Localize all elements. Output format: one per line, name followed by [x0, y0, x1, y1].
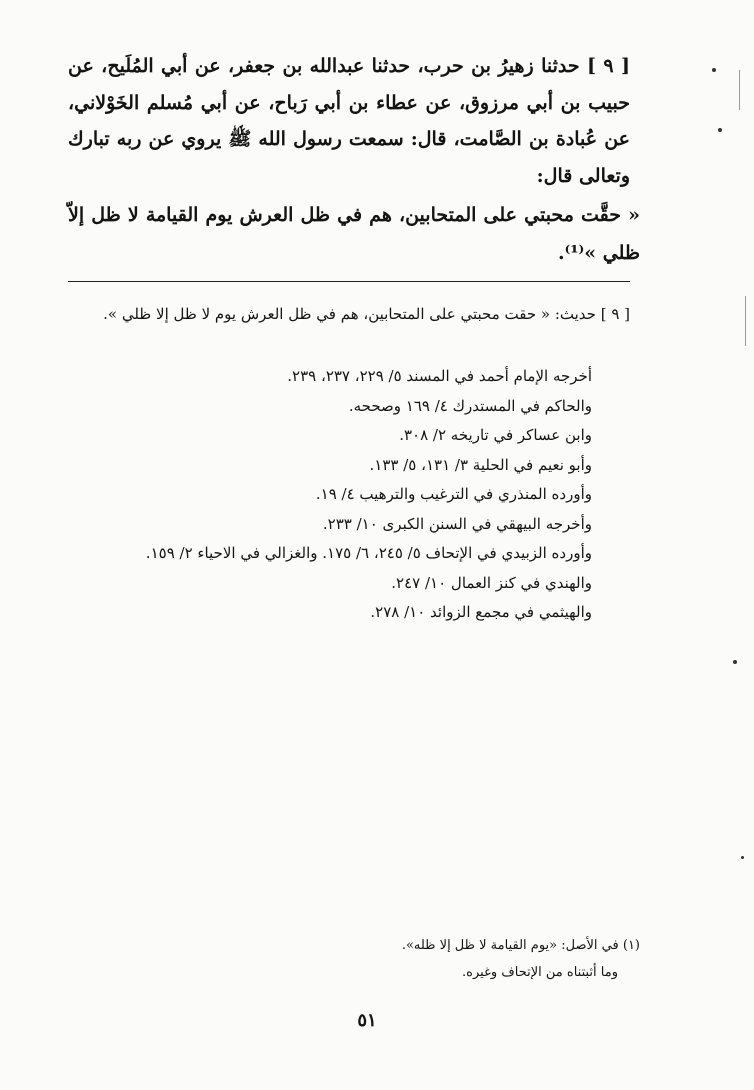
footnote-line: وما أثبتناه من الإتحاف وغيره.: [462, 965, 618, 980]
scan-speck: [733, 660, 737, 664]
footnote-line: (١) في الأصل: «يوم القيامة لا ظل إلا ظله».: [401, 938, 640, 953]
scan-edge-line: [739, 70, 740, 110]
reference-line: وأبو نعيم في الحلية ٣/ ١٣١، ٥/ ١٣٣.: [369, 455, 592, 474]
reference-line: والهندي في كنز العمال ١٠/ ٢٤٧.: [391, 573, 592, 592]
scan-speck: [712, 68, 716, 72]
reference-line: وأورده المنذري في الترغيب والترهيب ٤/ ١٩.: [315, 485, 592, 503]
footnote: [240, 932, 640, 986]
scan-speck: [718, 128, 722, 132]
page-number: ٥١: [357, 1010, 377, 1031]
reference-line: والهيثمي في مجمع الزوائد ١٠/ ٢٧٨.: [370, 603, 592, 621]
hadith-isnad: [68, 48, 630, 194]
scan-speck: [741, 856, 744, 859]
takhrij-references: [72, 362, 592, 628]
reference-line: وأورده الزبيدي في الإتحاف ٥/ ٢٤٥، ٦/ ١٧٥. والغزالي في الاحياء ٢/ ١٥٩.: [145, 544, 592, 562]
matn-text: « حقَّت محبتي على المتحابين، هم في ظل العرش يوم القيامة لا ظل إلاّ ظلي »⁽¹⁾.: [68, 204, 640, 264]
scan-edge-line: [745, 296, 746, 346]
reference-line: وأخرجه البيهقي في السنن الكبرى ١٠/ ٢٣٣.: [322, 514, 592, 533]
hadith-matn: [68, 196, 640, 272]
takhrij-heading: [68, 300, 630, 328]
isnad-text: [ ٩ ] حدثنا زهيرُ بن حرب، حدثنا عبدالله بن جعفر، عن أبي المُلَيح، عن حبيب بن أبي مرزوق، عن عطاء بن أبي رَباح، عن أبي مُسلم الخَوْلاني، عن عُبادة بن الصَّامت، قال: سمعت رسول الله ﷺ يروي عن ربه تبارك وتعالى قال:: [68, 55, 630, 187]
reference-line: أخرجه الإمام أحمد في المسند ٥/ ٢٢٩، ٢٣٧، ٢٣٩.: [287, 367, 592, 385]
reference-line: وابن عساكر في تاريخه ٢/ ٣٠٨.: [399, 426, 592, 444]
takhrij-title: [ ٩ ] حديث: « حقت محبتي على المتحابين، هم في ظل العرش يوم لا ظل إلا ظلي ».: [103, 305, 630, 323]
reference-line: والحاكم في المستدرك ٤/ ١٦٩ وصححه.: [348, 396, 592, 415]
footnote-separator: [68, 281, 630, 282]
